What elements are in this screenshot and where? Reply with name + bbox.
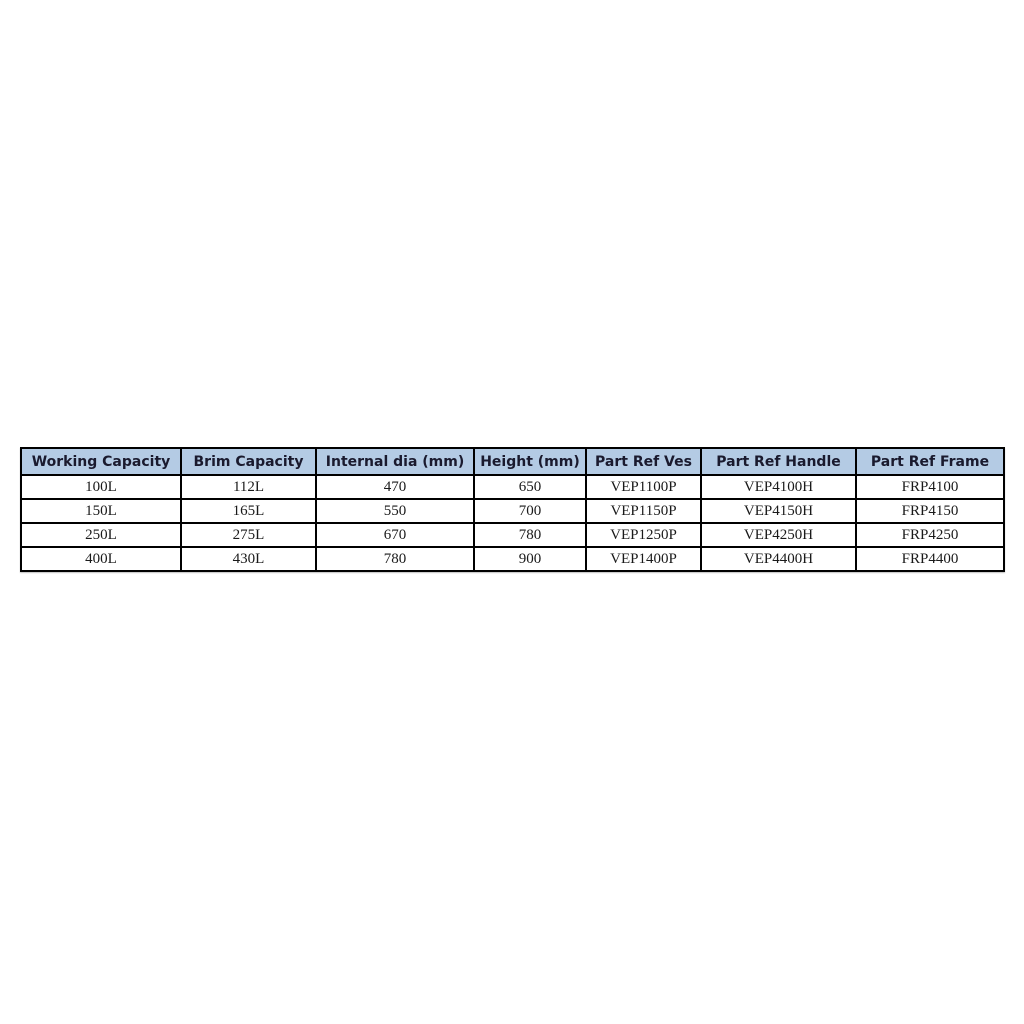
cell-part-ref-ves: VEP1100P [586,475,701,499]
product-spec-table-container [20,447,1003,572]
cell-height: 700 [474,499,586,523]
cell-working-capacity: 250L [21,523,181,547]
header-working-capacity: Working Capacity [21,448,181,475]
cell-part-ref-handle: VEP4150H [701,499,856,523]
cell-brim-capacity: 165L [181,499,316,523]
cell-internal-dia: 780 [316,547,474,571]
cell-part-ref-handle: VEP4100H [701,475,856,499]
cell-internal-dia: 670 [316,523,474,547]
cell-brim-capacity: 275L [181,523,316,547]
cell-part-ref-ves: VEP1400P [586,547,701,571]
header-brim-capacity: Brim Capacity [181,448,316,475]
cell-working-capacity: 400L [21,547,181,571]
cell-internal-dia: 550 [316,499,474,523]
cell-working-capacity: 100L [21,475,181,499]
header-part-ref-handle: Part Ref Handle [701,448,856,475]
cell-part-ref-frame: FRP4100 [856,475,1004,499]
cell-part-ref-ves: VEP1250P [586,523,701,547]
cell-part-ref-handle: VEP4400H [701,547,856,571]
cell-part-ref-handle: VEP4250H [701,523,856,547]
cell-internal-dia: 470 [316,475,474,499]
header-part-ref-ves: Part Ref Ves [586,448,701,475]
cell-working-capacity: 150L [21,499,181,523]
cell-part-ref-frame: FRP4250 [856,523,1004,547]
table-row [21,547,1004,571]
cell-part-ref-frame: FRP4400 [856,547,1004,571]
cell-height: 900 [474,547,586,571]
header-part-ref-frame: Part Ref Frame [856,448,1004,475]
header-row [21,448,1004,475]
cell-part-ref-ves: VEP1150P [586,499,701,523]
table-row [21,475,1004,499]
header-internal-dia: Internal dia (mm) [316,448,474,475]
cell-height: 780 [474,523,586,547]
table-row [21,523,1004,547]
table-row [21,499,1004,523]
product-spec-table [20,447,1005,572]
cell-brim-capacity: 430L [181,547,316,571]
header-height: Height (mm) [474,448,586,475]
cell-brim-capacity: 112L [181,475,316,499]
cell-part-ref-frame: FRP4150 [856,499,1004,523]
cell-height: 650 [474,475,586,499]
